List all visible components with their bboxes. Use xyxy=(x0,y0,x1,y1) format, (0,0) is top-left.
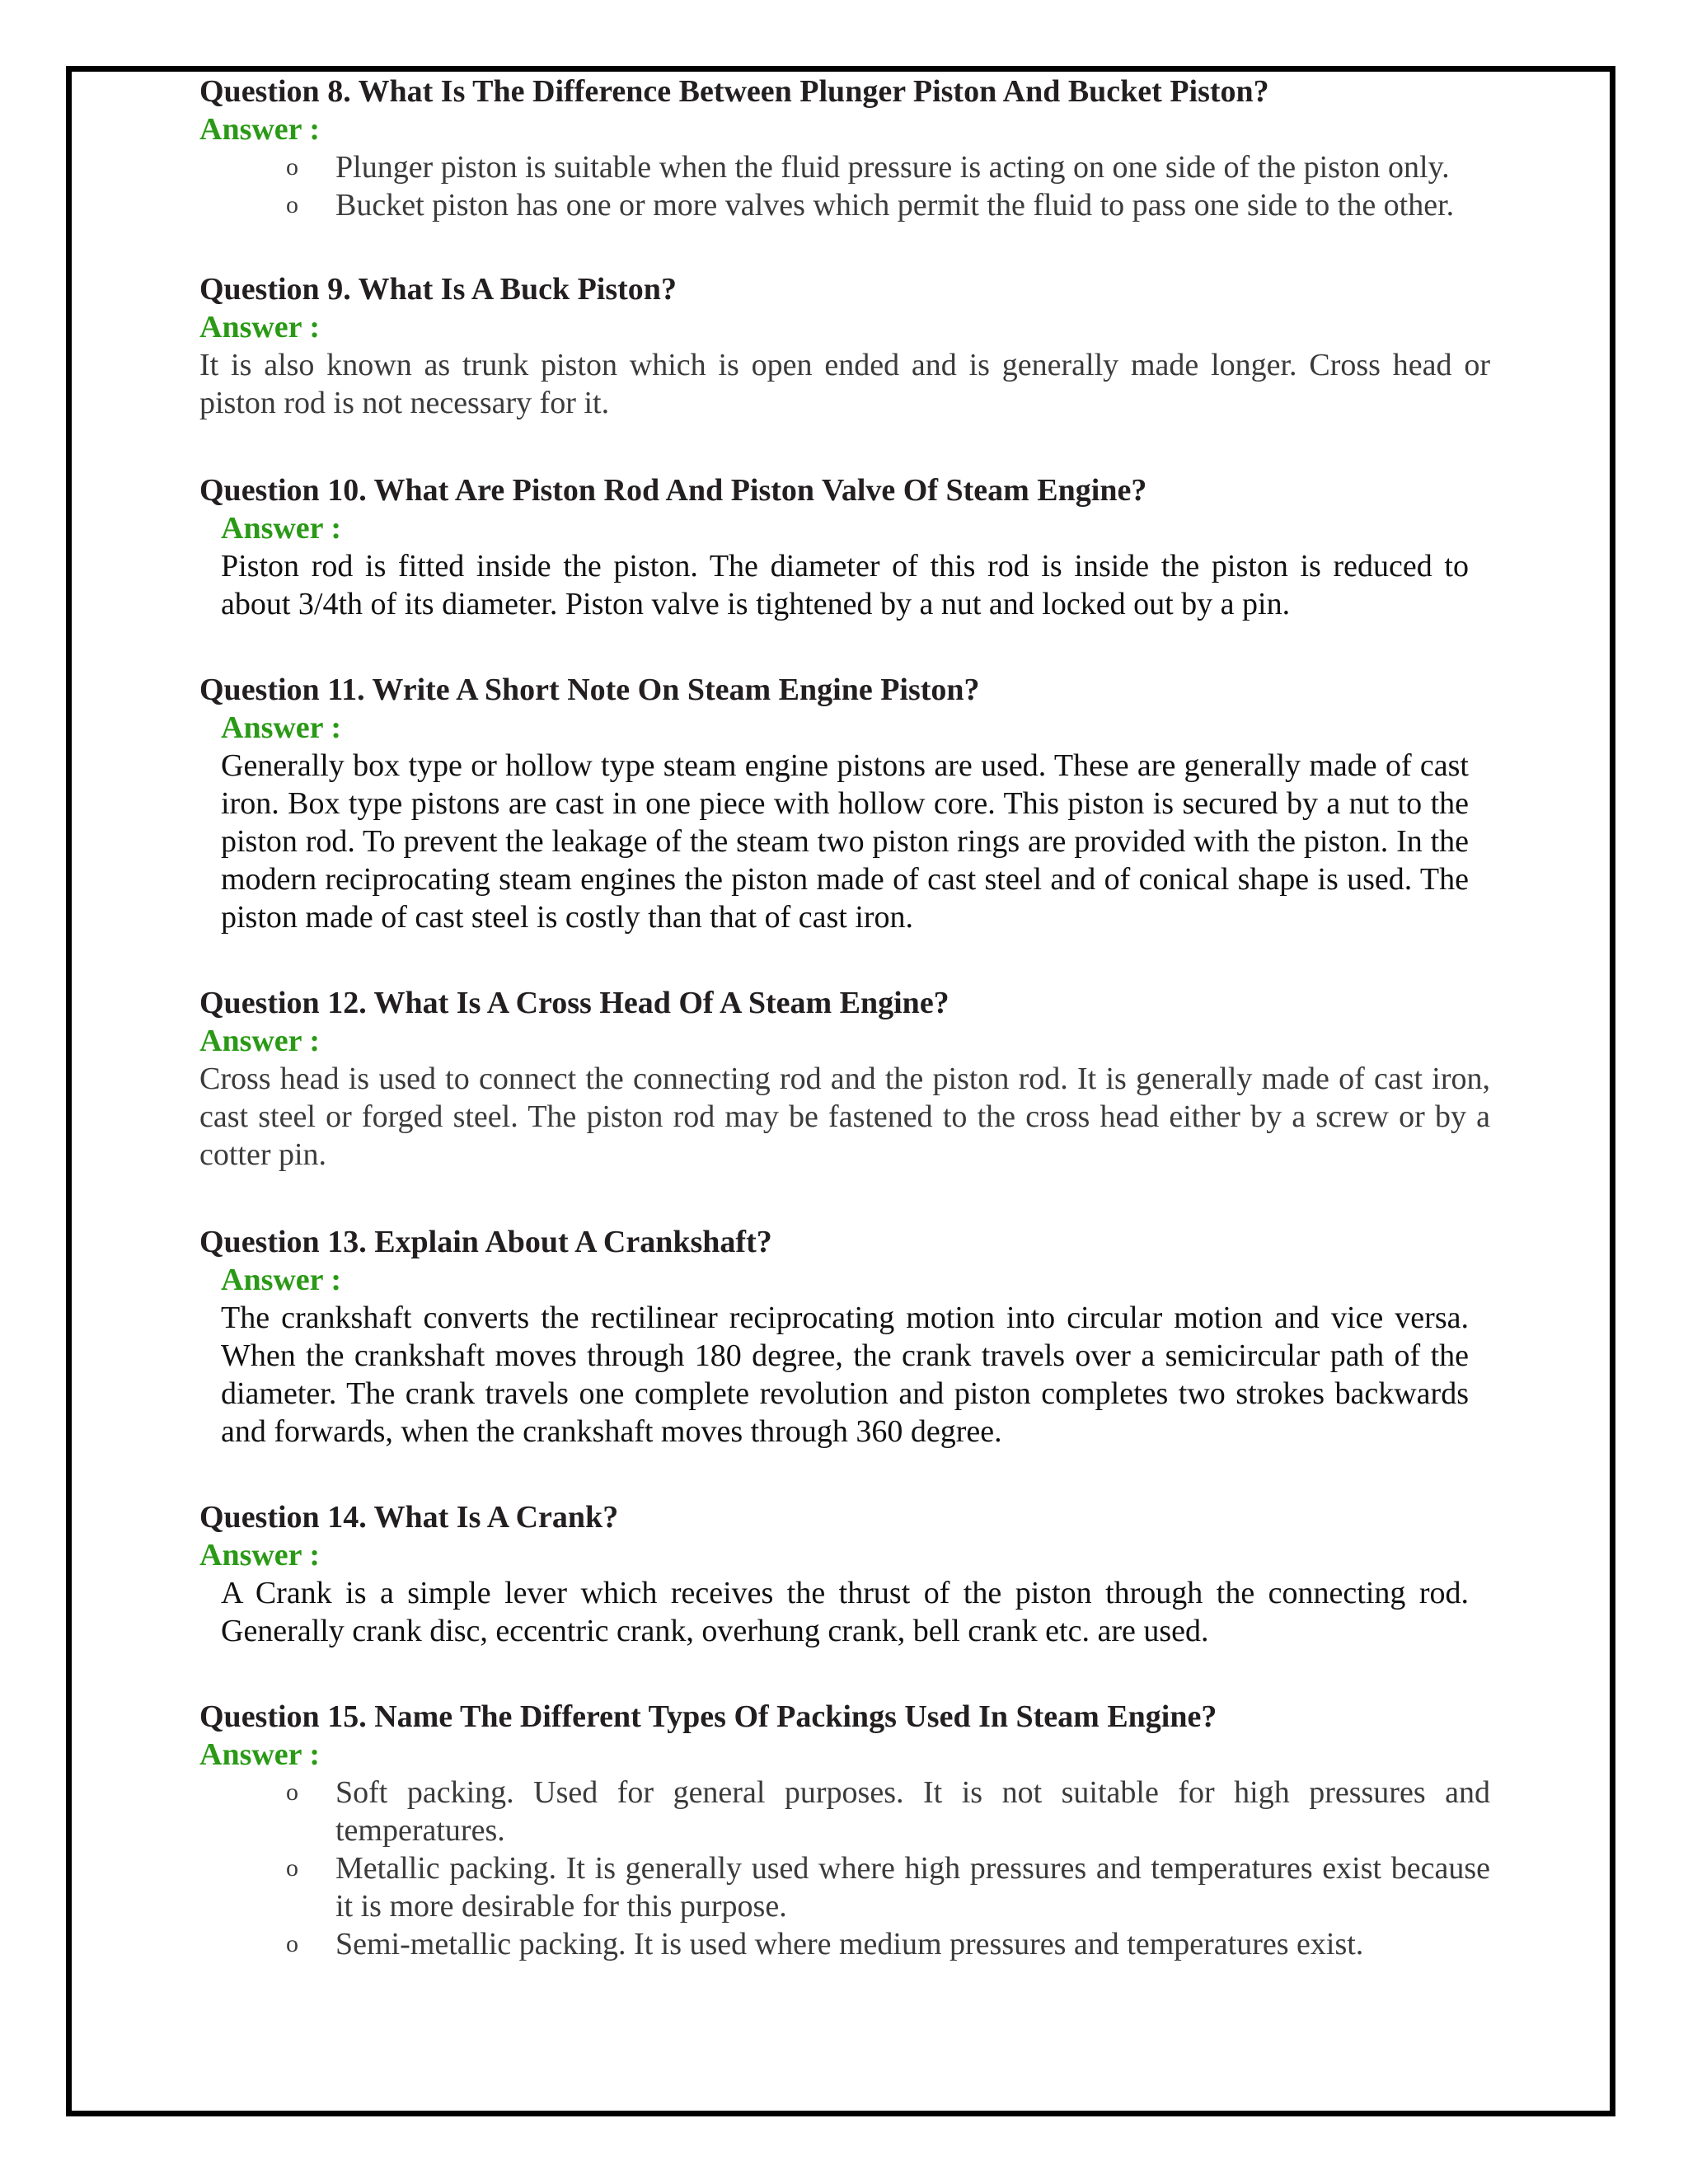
answer-section xyxy=(221,1261,1490,1451)
answer-section xyxy=(221,1574,1490,1650)
list-item xyxy=(199,148,1490,186)
answer-text: Cross head is used to connect the connecting rod and the piston rod. It is generally made of cast iron, cast steel or forged steel. The piston rod may be fastened to the cross head either by a screw or by a cotter pin. xyxy=(199,1062,1490,1172)
bullet-text: Plunger piston is suitable when the fluid pressure is acting on one side of the piston only. xyxy=(335,150,1450,185)
answer-bullet-list xyxy=(199,148,1490,224)
question-heading: Question 15. Name The Different Types Of Packings Used In Steam Engine? xyxy=(199,1699,1217,1734)
question-heading: Question 13. Explain About A Crankshaft? xyxy=(199,1225,772,1259)
question-heading: Question 12. What Is A Cross Head Of A Steam Engine? xyxy=(199,986,950,1020)
qa-block-13 xyxy=(199,1223,1490,1451)
bullet-text: Bucket piston has one or more valves which permit the fluid to pass one side to the other. xyxy=(335,188,1455,223)
bullet-marker: o xyxy=(286,1854,298,1882)
answer-label: Answer : xyxy=(221,511,342,546)
answer-text: Generally box type or hollow type steam engine pistons are used. These are generally made of cast iron. Box type pistons are cast in one piece with hollow core. This piston is secured by a nut to the piston rod. To prevent the leakage of the steam two piston rings are provided with the piston. In the modern reciprocating steam engines the piston made of cast steel and of conical shape is used. The piston made of cast steel is costly than that of cast iron. xyxy=(221,748,1469,935)
answer-section xyxy=(221,709,1490,936)
answer-label: Answer : xyxy=(199,1538,321,1572)
answer-bullet-list xyxy=(199,1774,1490,1963)
qa-block-9 xyxy=(199,270,1490,422)
answer-label: Answer : xyxy=(221,1263,342,1297)
bullet-marker: o xyxy=(286,153,298,180)
list-item xyxy=(199,1925,1490,1963)
list-item xyxy=(199,1849,1490,1925)
qa-block-8 xyxy=(199,73,1490,224)
answer-label: Answer : xyxy=(199,1737,321,1772)
answer-label: Answer : xyxy=(221,710,342,745)
qa-block-11 xyxy=(199,671,1490,936)
bullet-marker: o xyxy=(286,1779,298,1806)
qa-block-14 xyxy=(199,1498,1490,1650)
qa-block-15 xyxy=(199,1698,1490,1963)
answer-text: A Crank is a simple lever which receives the thrust of the piston through the connecting rod. Generally crank disc, eccentric crank, overhung crank, bell crank etc. are used. xyxy=(221,1576,1469,1648)
list-item xyxy=(199,186,1490,224)
answer-text: The crankshaft converts the rectilinear reciprocating motion into circular motion and vice versa. When the crankshaft moves through 180 degree, the crank travels over a semicircular path of the diameter. The crank travels one complete revolution and piston completes two strokes backwards and forwards, when the crankshaft moves through 360 degree. xyxy=(221,1301,1469,1449)
question-heading: Question 11. Write A Short Note On Steam Engine Piston? xyxy=(199,673,980,707)
question-heading: Question 9. What Is A Buck Piston? xyxy=(199,272,677,307)
answer-label: Answer : xyxy=(199,112,321,147)
qa-block-10 xyxy=(199,471,1490,623)
answer-section xyxy=(221,509,1490,623)
answer-text: Piston rod is fitted inside the piston. The diameter of this rod is inside the piston is reduced to about 3/4th of its diameter. Piston valve is tightened by a nut and locked out by a pin. xyxy=(221,549,1469,621)
bullet-text: Metallic packing. It is generally used where high pressures and temperatures exist because it is more desirable for this purpose. xyxy=(335,1851,1490,1924)
qa-block-12 xyxy=(199,984,1490,1174)
answer-label: Answer : xyxy=(199,1024,321,1058)
answer-label: Answer : xyxy=(199,310,321,344)
bullet-marker: o xyxy=(286,191,298,218)
question-heading: Question 14. What Is A Crank? xyxy=(199,1500,619,1535)
answer-text: It is also known as trunk piston which is open ended and is generally made longer. Cross head or piston rod is not necessary for it. xyxy=(199,348,1490,420)
question-heading: Question 10. What Are Piston Rod And Piston Valve Of Steam Engine? xyxy=(199,473,1147,508)
bullet-marker: o xyxy=(286,1930,298,1957)
qa-content xyxy=(199,73,1490,1963)
bullet-text: Soft packing. Used for general purposes. It is not suitable for high pressures and temperatures. xyxy=(335,1775,1490,1848)
question-heading: Question 8. What Is The Difference Between Plunger Piston And Bucket Piston? xyxy=(199,74,1269,109)
list-item xyxy=(199,1774,1490,1849)
bullet-text: Semi-metallic packing. It is used where medium pressures and temperatures exist. xyxy=(335,1927,1364,1961)
